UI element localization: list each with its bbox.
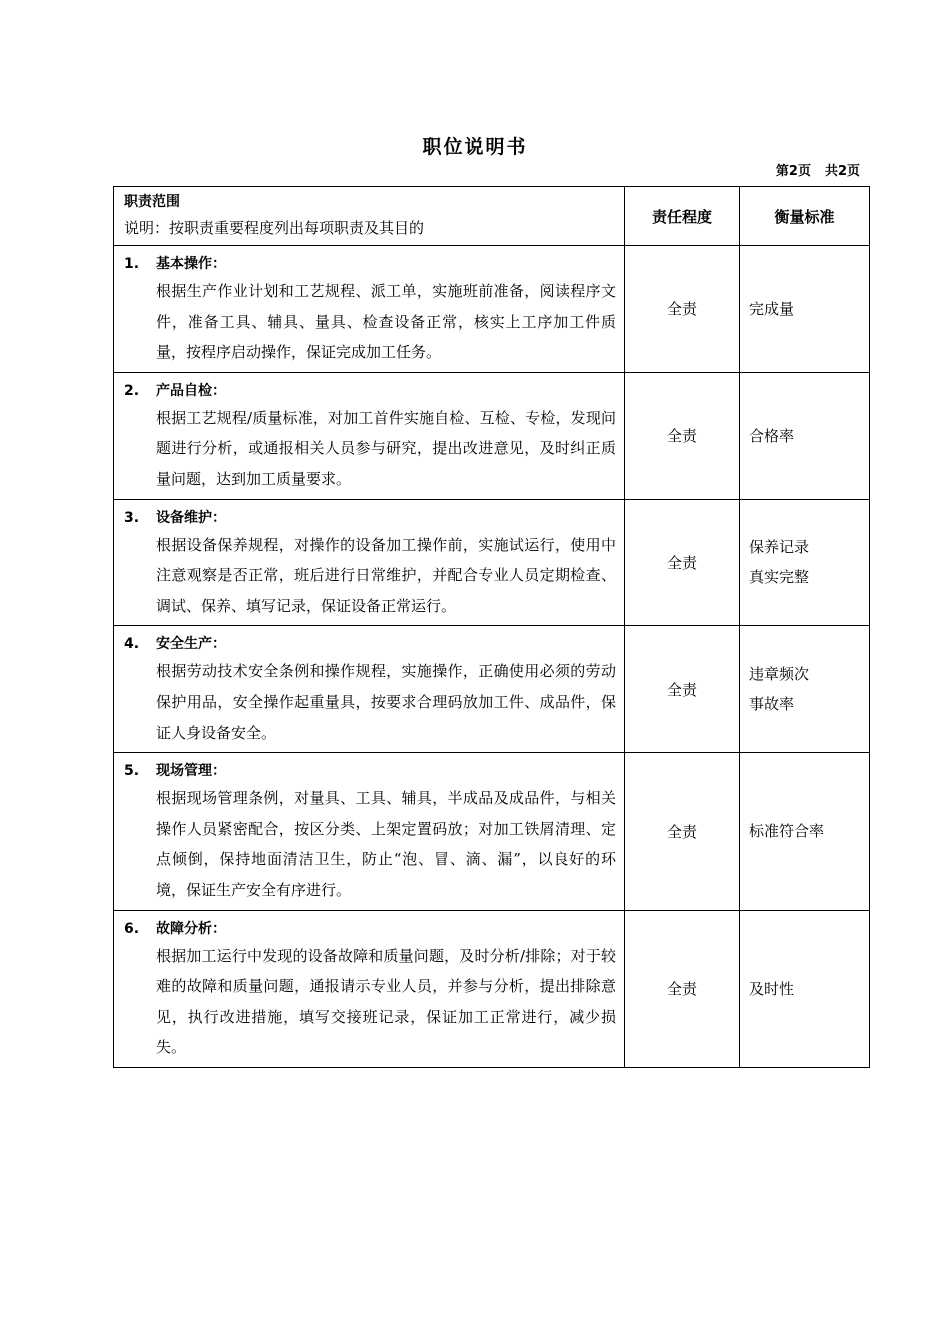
table-row [114, 753, 870, 910]
measure-cell [740, 626, 870, 753]
duty-heading: 故障分析： [156, 920, 226, 937]
table-row [114, 626, 870, 753]
duty-number: 3. [124, 509, 140, 526]
duty-number: 5. [124, 763, 140, 780]
scope-description: 说明：按职责重要程度列出每项职责及其目的 [124, 219, 425, 237]
duty-cell [114, 753, 625, 910]
measure-cell [740, 753, 870, 910]
measure-text: 保养记录 [749, 538, 810, 557]
table-row [114, 372, 870, 499]
page-info [776, 160, 860, 179]
measure-text: 合格率 [749, 426, 795, 445]
duty-heading: 基本操作： [156, 256, 226, 272]
measure-cell [740, 499, 870, 626]
measure-cell [740, 372, 870, 499]
responsibility-cell: 全责 [625, 753, 740, 910]
responsibility-cell: 全责 [625, 499, 740, 626]
duty-text: 根据生产作业计划和工艺规程、派工单，实施班前准备，阅读程序文件，准备工具、辅具、量具、检查设备正常，核实上工序加工件质量，按程序启动操作，保证完成加工任务。 [156, 282, 616, 362]
duty-heading: 设备维护： [156, 509, 226, 526]
duty-number: 6. [124, 920, 140, 937]
table-row [114, 499, 870, 626]
measure-text: 及时性 [749, 979, 795, 998]
measure-text: 完成量 [749, 299, 795, 318]
duty-number: 4. [124, 636, 140, 653]
table-row [114, 910, 870, 1067]
duty-number: 1. [124, 256, 140, 272]
responsibility-cell: 全责 [625, 246, 740, 373]
duty-text: 根据劳动技术安全条例和操作规程，实施操作，正确使用必须的劳动保护用品，安全操作起重量具，按要求合理码放加工件、成品件，保证人身设备安全。 [156, 662, 616, 742]
duty-text: 根据工艺规程/质量标准，对加工首件实施自检、互检、专检，发现问题进行分析，或通报相关人员参与研究，提出改进意见，及时纠正质量问题，达到加工质量要求。 [156, 408, 616, 488]
responsibility-cell: 全责 [625, 372, 740, 499]
measure-text: 违章频次 [749, 665, 810, 684]
measure-cell [740, 910, 870, 1067]
measure-text: 标准符合率 [749, 822, 825, 841]
duty-number: 2. [124, 382, 140, 399]
responsibility-header: 责任程度 [625, 187, 740, 246]
responsibility-cell: 全责 [625, 626, 740, 753]
duty-heading: 产品自检： [156, 382, 226, 399]
measure-text: 真实完整 [749, 568, 810, 587]
page-current: 第2页 [775, 164, 811, 179]
duty-text: 根据现场管理条例，对量具、工具、辅具，半成品及成品件，与相关操作人员紧密配合，按区分类、上架定置码放；对加工铁屑清理、定点倾倒，保持地面清洁卫生，防止“泡、冒、滴、漏”，以良好的环境，保证生产安全有序进行。 [156, 789, 616, 899]
duty-heading: 安全生产： [156, 636, 226, 653]
scope-title: 职责范围 [124, 194, 180, 210]
measure-header: 衡量标准 [740, 187, 870, 246]
measure-cell [740, 246, 870, 373]
duty-text: 根据设备保养规程，对操作的设备加工操作前，实施试运行，使用中注意观察是否正常，班后进行日常维护，并配合专业人员定期检查、调试、保养、填写记录，保证设备正常运行。 [156, 535, 616, 615]
duty-cell [114, 372, 625, 499]
scope-header-cell [114, 187, 625, 246]
duty-table [113, 186, 870, 1068]
responsibility-cell: 全责 [625, 910, 740, 1067]
table-row [114, 246, 870, 373]
duty-cell [114, 626, 625, 753]
measure-text: 事故率 [749, 695, 795, 714]
duty-cell [114, 246, 625, 373]
duty-heading: 现场管理： [156, 763, 226, 780]
table-header-row [114, 187, 870, 246]
page-total: 共2页 [824, 164, 860, 179]
duty-cell [114, 910, 625, 1067]
duty-text: 根据加工运行中发现的设备故障和质量问题，及时分析/排除；对于较难的故障和质量问题，通报请示专业人员，并参与分析，提出排除意见，执行改进措施，填写交接班记录，保证加工正常进行，减少损失。 [156, 946, 616, 1057]
document-title: 职位说明书 [422, 136, 528, 158]
duty-cell [114, 499, 625, 626]
